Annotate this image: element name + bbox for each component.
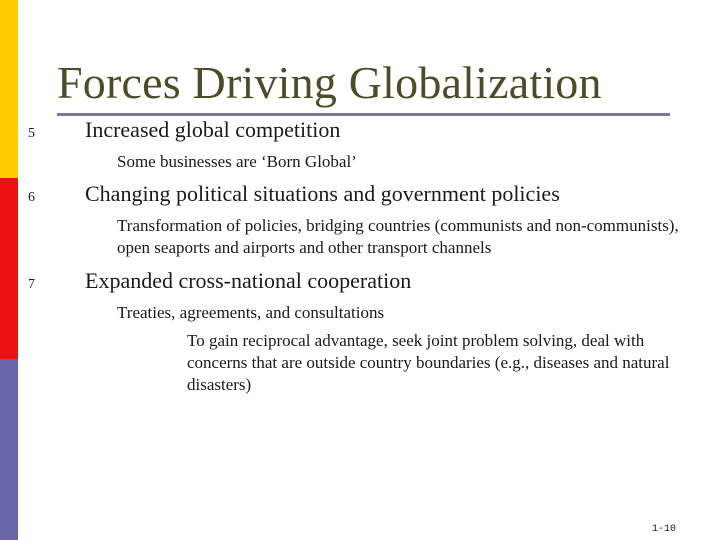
slide-title: Forces Driving Globalization [57,57,602,108]
accent-bar-purple [0,359,18,540]
bullet-number-5: 5 [28,126,35,141]
sub-bullet-born-global: Some businesses are ‘Born Global’ [117,152,357,171]
bullet-heading-political: Changing political situations and government policies [85,181,560,206]
page-number: 1-10 [652,524,677,535]
bullet-heading-competition: Increased global competition [85,117,341,142]
sub-bullet-treaties: Treaties, agreements, and consultations [117,303,385,322]
bullet-number-7: 7 [28,277,35,292]
accent-bar-red [0,178,18,359]
bullet-heading-cooperation: Expanded cross-national cooperation [85,268,412,293]
accent-bar-yellow [0,0,18,178]
bullet-number-6: 6 [28,190,35,205]
title-divider [57,113,670,116]
sub-bullet-transformation: Transformation of policies, bridging countries (communists and non-communists), open seaports and airports and other transport channels [117,216,679,257]
sub-sub-bullet-reciprocal: To gain reciprocal advantage, seek joint problem solving, deal with concerns that are outside country boundaries (e.g., diseases and natural disasters) [187,331,670,394]
